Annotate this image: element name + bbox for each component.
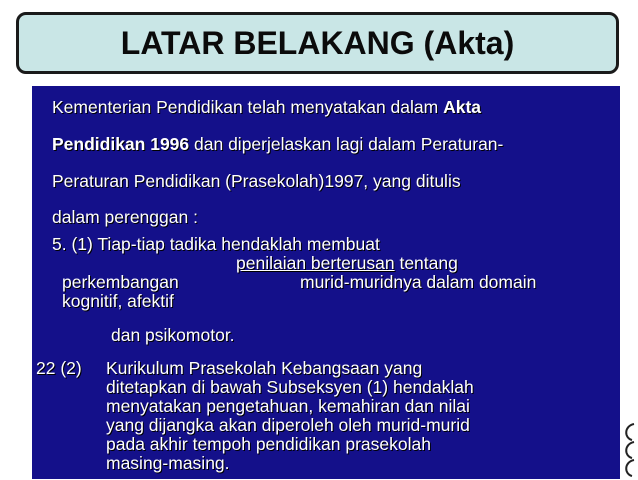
para1-line3: Peraturan Pendidikan (Prasekolah)1997, yang ditulis [52,171,461,191]
item22-line: yang dijangka akan diperoleh oleh murid-murid [106,415,470,435]
para1-line2-bold: Pendidikan 1996 [52,134,190,154]
item22-number: 22 (2) [36,358,82,378]
para1-line2 [52,134,503,154]
para1-line1 [52,97,481,117]
item22-line: Kurikulum Prasekolah Kebangsaan yang [106,358,423,378]
para1-line1-text: Kementerian Pendidikan telah menyatakan dalam [52,97,444,117]
item5-line5: dan psikomotor. [111,325,235,345]
item22-line: masing-masing. [106,453,230,473]
decorative-clipart [620,420,638,480]
para1-line4: dalam perenggan : [52,207,198,227]
item22-line: menyatakan pengetahuan, kemahiran dan nilai [106,396,470,416]
title-box [16,12,619,74]
item5-line4: kognitif, afektif [62,291,174,311]
item5-line2-rest: tentang [394,253,458,273]
item5-line3-right: murid-muridnya dalam domain [300,272,537,292]
item5-line1: 5. (1) Tiap-tiap tadika hendaklah membuat [52,234,380,254]
item22-line: ditetapkan di bawah Subseksyen (1) hendaklah [106,377,474,397]
item5-line2 [236,253,458,273]
item22-line: pada akhir tempoh pendidikan prasekolah [106,434,431,454]
para1-line2-text: dan diperjelaskan lagi dalam Peraturan- [189,134,504,154]
para1-line1-bold: Akta [443,97,482,117]
content-panel [32,86,620,479]
slide-title: LATAR BELAKANG (Akta) [120,24,515,61]
item5-line3-left: perkembangan [62,272,179,292]
item5-underlined-text: penilaian berterusan [236,253,395,273]
